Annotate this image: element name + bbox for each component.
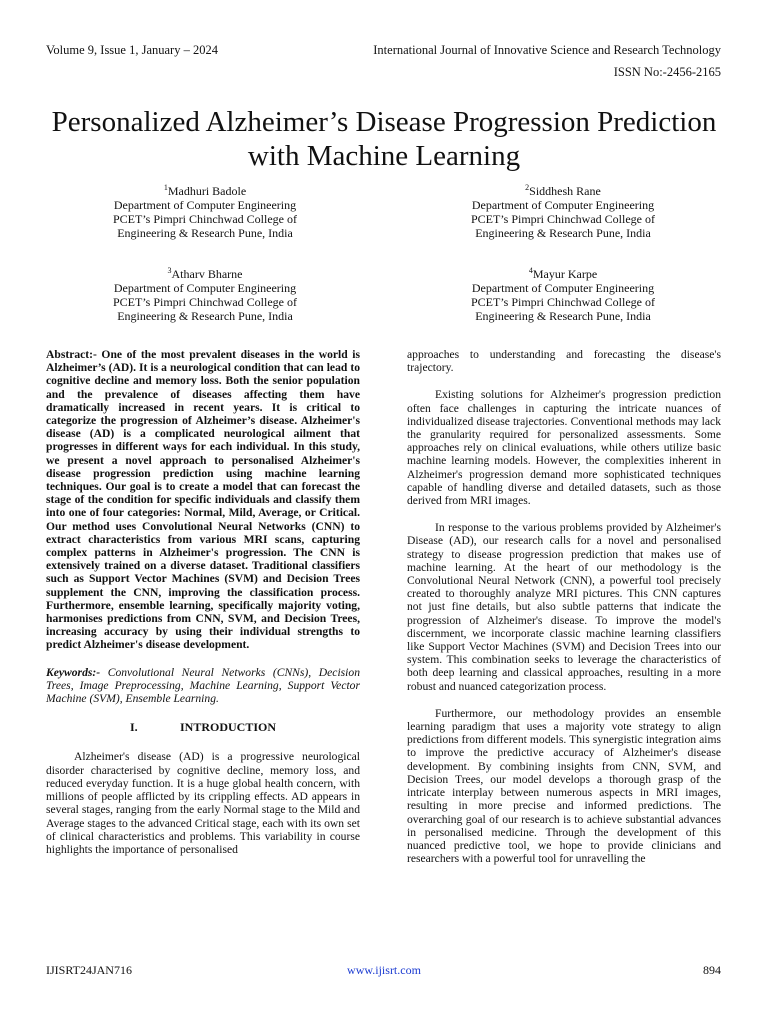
author-inst: PCET’s Pimpri Chinchwad College of <box>471 295 655 309</box>
author-number: 1 <box>163 183 168 192</box>
author-name: Atharv Bharne <box>171 267 243 281</box>
journal-volume: Volume 9, Issue 1, January – 2024 <box>46 43 218 57</box>
section-heading <box>46 721 360 734</box>
author-dept: Department of Computer Engineering <box>113 198 297 212</box>
author-inst: PCET’s Pimpri Chinchwad College of <box>113 295 297 309</box>
author-inst: Engineering & Research Pune, India <box>475 309 651 323</box>
author-number: 2 <box>525 183 530 192</box>
author-name: Madhuri Badole <box>167 184 247 198</box>
journal-name: International Journal of Innovative Science and Research Technology <box>373 43 721 57</box>
keywords-label: Keywords:- <box>46 665 101 679</box>
author-name: Siddhesh Rane <box>529 184 601 198</box>
keywords <box>46 666 360 706</box>
author-inst: Engineering & Research Pune, India <box>117 309 293 323</box>
author-number: 4 <box>528 266 533 275</box>
section-number: I. <box>129 720 138 735</box>
author-inst: Engineering & Research Pune, India <box>475 226 651 240</box>
paragraph: approaches to understanding and forecasting the disease's trajectory. <box>407 348 721 375</box>
paper-id: IJISRT24JAN716 <box>46 963 132 977</box>
abstract: Abstract:- One of the most prevalent diseases in the world is Alzheimer’s (AD). It is a neurological condition that can lead to cognitive decline and memory loss. Both the senior population and the prevalence of diseases affecting them have dramatically increased in recent years. It is critical to categorize the progression of Alzheimer’s disease. Alzheimer's disease (AD) is a complicated neurological ailment that progresses in different ways for each individual. In this study, we present a novel approach to personalised Alzheimer's disease progression prediction using machine learning techniques. Our goal is to create a model that can forecast the stage of the condition for specific individuals and classify them into one of four categories: Normal, Mild, Average, or Critical. Our method uses Convolutional Neural Networks (CNN) to extract characteristics from various MRI scans, capturing complex patterns in Alzheimer's progression. The CNN is extensively trained on a diverse dataset. Traditional classifiers such as Support Vector Machines (SVM) and Decision Trees supplement the CNN, improving the classification process. Furthermore, ensemble learning, specifically majority voting, harmonises predictions from CNN, SVM, and Decision Trees, increasing accuracy by using their individual strengths to predict Alzheimer's disease development. <box>46 348 360 652</box>
author-block-4 <box>413 264 713 323</box>
section-title: INTRODUCTION <box>179 720 276 735</box>
intro-paragraph: Alzheimer's disease (AD) is a progressive neurological disorder characterised by cognitive decline, memory loss, and reduced everyday function. It is a huge global health concern, with millions of people afflicted by its crippling effects. AD appears in several stages, ranging from the early Normal stage to the Mild and Average stages to the advanced Critical stage, each with its own set of clinical characteristics and problems. This variability in course highlights the importance of personalised <box>46 750 360 856</box>
author-inst: Engineering & Research Pune, India <box>117 226 293 240</box>
paper-title: Personalized Alzheimer’s Disease Progression Prediction with Machine Learning <box>51 106 717 173</box>
author-inst: PCET’s Pimpri Chinchwad College of <box>113 212 297 226</box>
keywords-text: Convolutional Neural Networks (CNNs), Decision Trees, Image Preprocessing, Machine Learning, Support Vector Machine (SVM), Ensemble Learning. <box>46 665 360 706</box>
author-block-2 <box>413 181 713 240</box>
author-dept: Department of Computer Engineering <box>113 281 297 295</box>
page-number: 894 <box>703 963 721 977</box>
paragraph: Furthermore, our methodology provides an ensemble learning paradigm that uses a majority vote strategy to align predictions from different models. This synergistic integration aims to improve the predictive accuracy of Alzheimer's disease development. By combining insights from CNN, SVM, and Decision Trees, our model develops a thorough grasp of the intricate interplay between numerous aspects in MRI images, resulting in more precise and informed predictions. The overarching goal of our research is to achieve substantial advances in personalised medicine. Through the development of this nuanced predictive tool, we hope to provide clinicians and researchers with a powerful tool for unravelling the <box>407 706 721 866</box>
journal-issn: ISSN No:-2456-2165 <box>613 65 721 79</box>
author-block-3 <box>55 264 355 323</box>
author-inst: PCET’s Pimpri Chinchwad College of <box>471 212 655 226</box>
journal-link[interactable]: www.ijisrt.com <box>347 963 421 977</box>
author-dept: Department of Computer Engineering <box>471 281 655 295</box>
author-number: 3 <box>167 266 172 275</box>
author-block-1 <box>55 181 355 240</box>
right-column <box>407 348 721 865</box>
left-column <box>46 348 360 856</box>
paragraph: Existing solutions for Alzheimer's progression prediction often face challenges in capturing the intricate nuances of individualized disease trajectories. Conventional methods may lack the granularity required for personalized assessments. Some approaches rely on clinical evaluations, while others utilize basic machine learning models. However, the complexities inherent in Alzheimer's progression demand more sophisticated techniques capable of handling diverse and detailed datasets, such as those derived from MRI images. <box>407 388 721 508</box>
author-dept: Department of Computer Engineering <box>471 198 655 212</box>
author-name: Mayur Karpe <box>532 267 598 281</box>
paragraph: In response to the various problems provided by Alzheimer's Disease (AD), our research calls for a novel and personalised strategy to disease progression prediction that makes use of machine learning. At the heart of our methodology is the Convolutional Neural Network (CNN), a powerful tool precisely created to thoroughly analyze MRI pictures. This CNN captures not just fine details, but also subtle patterns that indicate the progression of Alzheimer's disease. To improve the model's discernment, we incorporate classic machine learning classifiers like Support Vector Machines (SVM) and Decision Trees into our system. This combination seeks to leverage the characteristics of both deep learning and classical approaches, resulting in a more robust and nuanced categorization process. <box>407 521 721 693</box>
